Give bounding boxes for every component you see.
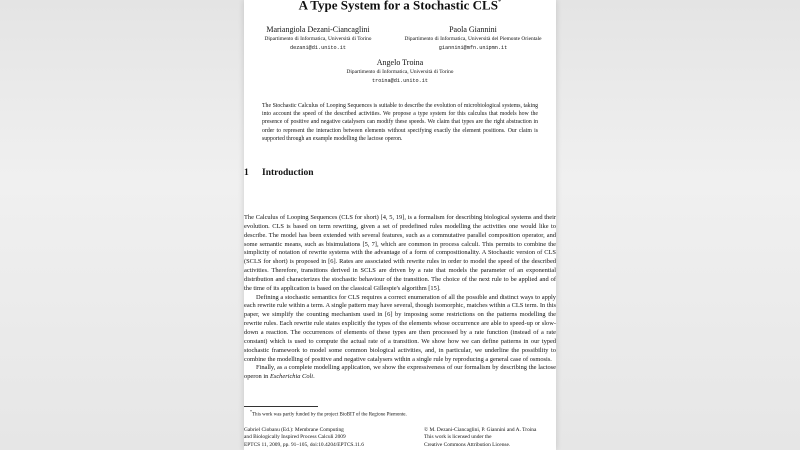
license-line: © M. Dezani-Ciancaglini, P. Giannini and A. Troina xyxy=(424,427,537,433)
introduction-body xyxy=(244,214,556,382)
license-info xyxy=(424,427,536,449)
author-affiliation: Dipartimento di Informatica, Università del Piemonte Orientale xyxy=(404,36,542,42)
license-line: Creative Commons Attribution License. xyxy=(424,441,511,448)
paragraph-end: . xyxy=(313,373,315,381)
author-name: Mariangiola Dezani-Ciancaglini xyxy=(266,25,370,34)
author-email: troina@di.unito.it xyxy=(371,78,429,84)
paragraph-text: Finally, as a complete modelling application, we show the expressiveness of our formalism by describing the lactose operon in xyxy=(244,364,556,381)
author-email: giannini@mfn.unipmn.it xyxy=(438,45,508,51)
footnote xyxy=(250,408,407,419)
title-footnote-mark: * xyxy=(497,0,502,6)
species-name: Escherichia Coli xyxy=(269,373,314,381)
publication-info xyxy=(244,427,364,449)
pubinfo-line: EPTCS 11, 2009, pp. 91–105, doi:10.4204/EPTCS.11.6 xyxy=(244,441,365,448)
footnote-rule xyxy=(244,406,318,407)
author-block-1 xyxy=(248,24,388,53)
blurred-background-right xyxy=(556,0,800,450)
author-block-3 xyxy=(330,57,470,86)
author-name: Angelo Troina xyxy=(376,58,424,67)
paper-page[interactable] xyxy=(244,0,556,450)
pubinfo-line: and Biologically Inspired Process Calculi 2009 xyxy=(244,434,346,441)
blurred-background-left xyxy=(0,0,244,450)
author-block-2 xyxy=(394,24,552,53)
paragraph xyxy=(244,364,556,382)
paragraph: The Calculus of Looping Sequences (CLS for short) [4, 5, 19], is a formalism for describing biological systems and their evolution. CLS is based on term rewriting, given a set of predefined rules modelling the activities one would like to describe. The model has been extended with several features, such as a commutative parallel composition operator, and some semantic means, such as bisimulations [5, 7], which are common in process calculi. This permits to combine the simplicity of notation of rewrite systems with the advantage of a form of compositionality. A Stochastic version of CLS (SCLS for short) is proposed in [6]. Rates are associated with rewrite rules in order to model the speed of the described activities. Therefore, transitions derived in SCLS are driven by a rate that models the parameter of an exponential distribution and characterizes the stochastic behaviour of the transition. The choice of the next rule to be applied and of the time of its application is based on the classical Gillespie's algorithm [15]. xyxy=(244,214,556,292)
author-email: dezani@di.unito.it xyxy=(289,45,347,51)
footnote-text: This work was partly funded by the project BioBIT of the Regione Piemonte. xyxy=(252,412,407,418)
paragraph: Defining a stochastic semantics for CLS requires a correct enumeration of all the possible and distinct ways to apply each rewrite rule within a term. A single pattern may have several, though isomorphic, matches within a CLS term. In this paper, we simplify the counting mechanism used in [6] by imposing some restrictions on the patterns modelling the rewrite rules. Each rewrite rule states explicitly the types of the elements whose occurrence are able to speed-up or slow-down a reaction. The occurrences of elements of these types are then processed by a rate function (instead of a rate constant) which is used to compute the actual rate of a transition. We show how we can define patterns in our typed stochastic framework to model some common biological activities, and, in particular, we underline the possibility to combine the modelling of positive and negative catalysers within a single rule by reproducing a general case of osmosis. xyxy=(244,293,556,363)
author-name: Paola Giannini xyxy=(449,25,497,34)
section-heading xyxy=(244,168,314,178)
paper-title-text: A Type System for a Stochastic CLS xyxy=(298,0,498,13)
footnote-mark: * xyxy=(250,409,252,414)
license-line: This work is licensed under the xyxy=(424,434,492,441)
author-affiliation: Dipartimento di Informatica, Università di Torino xyxy=(346,69,454,75)
pubinfo-line: Gabriel Ciobanu (Ed.): Membrane Computing xyxy=(244,427,344,433)
section-title: Introduction xyxy=(262,168,314,178)
paper-title xyxy=(244,0,556,13)
abstract: The Stochastic Calculus of Looping Sequences is suitable to describe the evolution of microbiological systems, taking into account the speed of the described activities. We propose a type system for this calculus that models how the presence of positive and negative catalysers can modify these speeds. We claim that types are the right abstraction in order to represent the interaction between elements without specifying exactly the element positions. Our claim is supported through an example modelling the lactose operon. xyxy=(262,103,538,142)
author-affiliation: Dipartimento di Informatica, Università di Torino xyxy=(264,36,372,42)
section-number: 1 xyxy=(244,168,249,178)
